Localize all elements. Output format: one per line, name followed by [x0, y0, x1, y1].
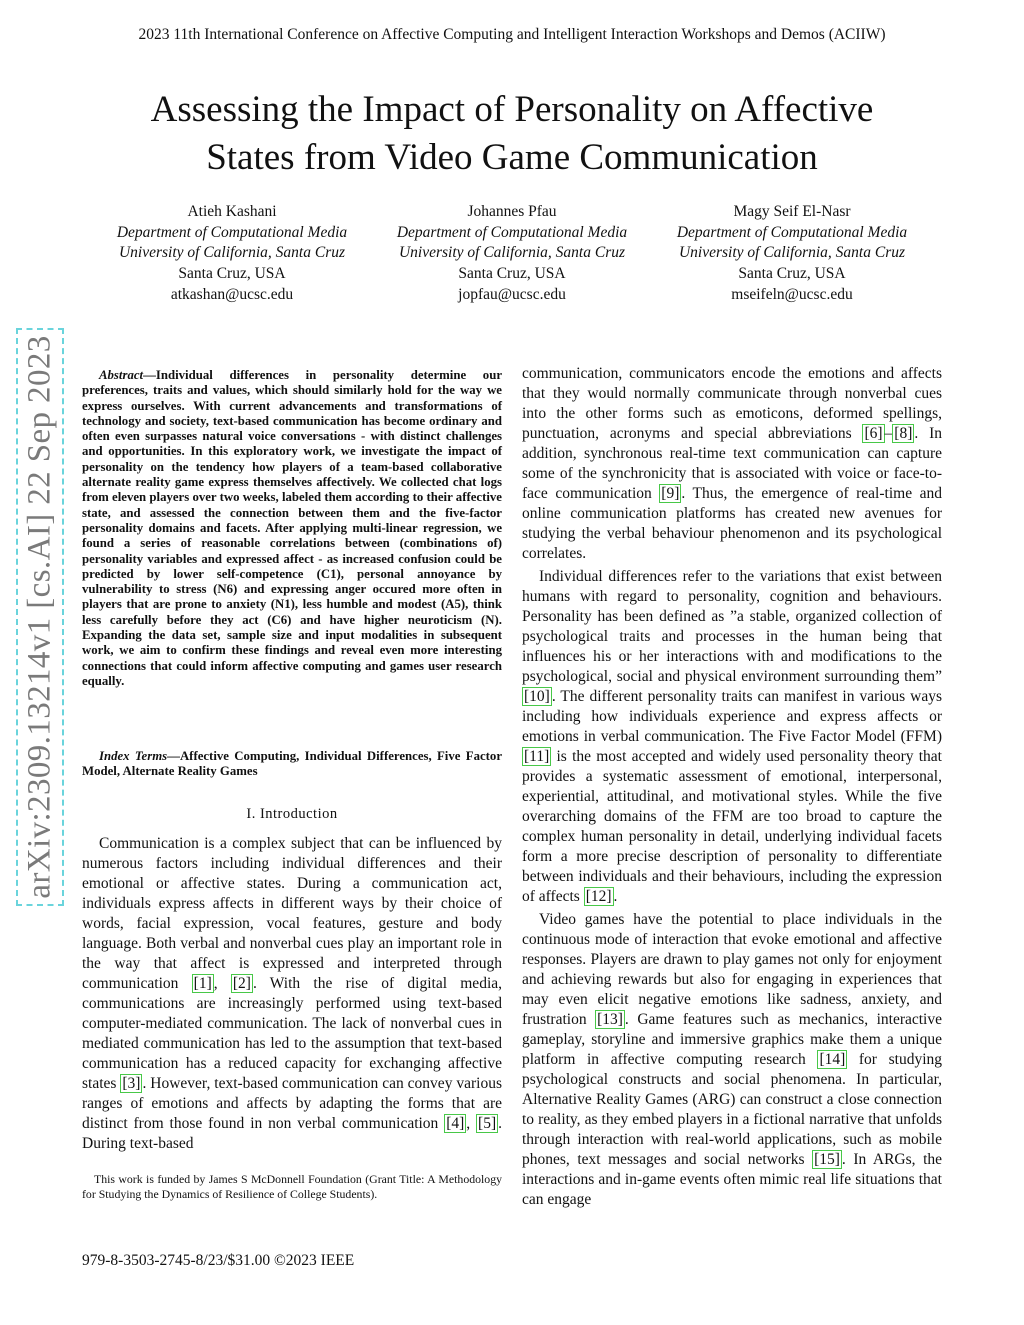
author-block-2 — [372, 202, 652, 306]
text-run: . The different personality traits can manifest in various ways including how individuals experience and express affects or emotions in verbal communication. The Five Factor Model (FFM) — [522, 688, 942, 745]
author-city: Santa Cruz, USA — [738, 265, 846, 283]
citation-link[interactable]: [6] — [864, 425, 883, 442]
text-run: . In ARGs, the interactions and in-game events often mimic real life situations that can engage — [522, 1151, 943, 1208]
paper-title — [60, 86, 964, 182]
copyright-footer: 979-8-3503-2745-8/23/$31.00 ©2023 IEEE — [82, 1252, 355, 1269]
author-name: Johannes Pfau — [467, 203, 557, 220]
intro-left-column — [82, 834, 502, 1154]
author-city: Santa Cruz, USA — [178, 265, 286, 283]
author-block-1 — [92, 202, 372, 306]
citation-link[interactable]: [14] — [819, 1051, 846, 1068]
citation-link[interactable]: [9] — [661, 485, 680, 502]
abstract-label: Abstract — [99, 368, 144, 382]
author-university: University of California, Santa Cruz — [118, 244, 346, 262]
author-university: University of California, Santa Cruz — [678, 244, 906, 262]
author-department: Department of Computational Media — [116, 223, 348, 241]
abstract-text: —Individual differences in personality determine our preferences, traits and values, which should similarly hold for the way we express ourselves. With current advancements and transformations of technology and society, text-based communication has become ordinary and often even surpasses natural voice conversations - with distinct challenges and opportunities. In this exploratory work, we investigate the impact of personality on the tendency how players of a team-based collaborative alternate reality game express themselves affectively. We collected chat logs from eleven players over two weeks, labeled them according to their affective state, and assessed the connection between them and the five-factor personality domains and facets. After applying multi-linear regression, we found a series of reasonable correlations between (combinations of) personality variables and expressed affect - as increased confusion could be predicted by lower self-competence (C1), personal annoyance by vulnerability to stress (N6) and expressing anger occured more often in players that are prone to anxiety (N1), less humble and modest (A5), think less carefully before they act (C6) and have higher neuroticism (N). Expanding the data set, sample size and input modalities in subsequent work, we aim to confirm these findings and reveal even more interesting connections that could inform affective computing and games user research equally. — [82, 368, 502, 688]
intro-right-column — [522, 364, 942, 1210]
author-email: atkashan@ucsc.edu — [170, 285, 294, 303]
citation-link[interactable]: [10] — [524, 688, 550, 705]
text-run: , — [466, 1115, 477, 1132]
title-line-1: Assessing the Impact of Personality on Affective — [150, 89, 874, 130]
index-terms-label: Index Terms — [99, 749, 168, 763]
text-run: . However, text-based communication can convey various ranges of emotions and affects by adapting the forms that are distinct from those found in non verbal communication — [82, 1075, 503, 1132]
text-run: . Game features such as mechanics, interactive gameplay, storyline and immersive graphics make them a unique platform in affective computing research — [522, 1011, 942, 1068]
text-run: communication, communicators encode the emotions and affects that they would normally communicate through nonverbal cues into the other forms such as emoticons, deformed spellings, punctuation, acronyms and special abbreviations — [522, 365, 942, 442]
citation-link[interactable]: [3] — [122, 1075, 141, 1092]
text-run: is the most accepted and widely used personality theory that provides a systematic assessment of emotional, interpersonal, experiential, attitudinal, and motivational styles. While the five overarching domains of the FFM are too broad to capture the complex human personality in detail, underlying individual facets form a more precise description of personality to differentiate between individuals and their behaviours, including the expression of affects — [522, 748, 942, 905]
author-city: Santa Cruz, USA — [458, 265, 566, 283]
text-run: . During text-based — [82, 1115, 502, 1152]
index-terms-text: —Affective Computing, Individual Differences, Five Factor Model, Alternate Reality Games — [82, 749, 502, 779]
citation-link[interactable]: [13] — [597, 1011, 623, 1028]
intro-paragraph — [522, 567, 942, 907]
intro-paragraph — [82, 834, 502, 1154]
index-terms — [82, 749, 502, 780]
section-heading: I. Introduction — [246, 806, 338, 822]
text-run: Video games have the potential to place individuals in the continuous mode of interaction that evoke emotional and affective responses. Players are drawn to play games not only for enjoyment and achieving rewards but also for engaging in experiences that may even elicit negative emotions like sadness, anxiety, and frustration — [522, 911, 942, 1028]
author-department: Department of Computational Media — [676, 223, 908, 241]
conference-header: 2023 11th International Conference on Affective Computing and Intelligent Interaction Workshops and Demos (ACIIW) — [138, 26, 886, 43]
text-run: Communication is a complex subject that can be influenced by numerous factors including individual differences and their emotional or affective states. During a communication act, individuals express affects in different ways by their choice of words, facial expression, vocal features, gesture and body language. Both verbal and nonverbal cues play an important role in the way that affect is expressed and interpreted through communication — [82, 835, 502, 992]
text-run: . With the rise of digital media, communications are increasingly performed using text-based computer-mediated communication. The lack of nonverbal cues in mediated communication has led to the assumption that text-based communication has a reduced capacity for exchanging affective states — [82, 975, 502, 1092]
arxiv-identifier[interactable]: arXiv:2309.13214v1 [cs.AI] 22 Sep 2023 — [21, 335, 58, 899]
citation-link[interactable]: [8] — [894, 425, 913, 442]
author-block-3 — [652, 202, 932, 306]
citation-link[interactable]: [4] — [446, 1115, 465, 1132]
author-email: mseifeln@ucsc.edu — [731, 285, 853, 303]
author-university: University of California, Santa Cruz — [398, 244, 626, 262]
abstract — [82, 368, 502, 689]
citation-link[interactable]: [11] — [524, 748, 550, 765]
author-name: Atieh Kashani — [187, 203, 277, 220]
title-line-2: States from Video Game Communication — [206, 137, 818, 178]
text-run: . — [613, 888, 618, 905]
author-email: jopfau@ucsc.edu — [458, 285, 566, 303]
text-run: . Thus, the emergence of real-time and online communication platforms has created new avenues for studying the verbal behaviour phenomenon and its psychological correlates. — [522, 485, 942, 562]
funding-footnote: This work is funded by James S McDonnell Foundation (Grant Title: A Methodology for Studying the Dynamics of Resilience of College Students). — [82, 1172, 502, 1201]
text-run: for studying psychological constructs and social phenomena. In particular, Alternative Reality Games (ARG) can construct a close connection to reality, as they embed players in a fictional narrative that unfolds through interaction with real-world applications, such as mobile phones, text messages and social networks — [522, 1051, 942, 1168]
citation-link[interactable]: [15] — [814, 1151, 840, 1168]
text-run: Individual differences refer to the variations that exist between humans with regard to personality, cognition and behaviours. Personality has been defined as ”a stable, organized collection of psychological traits and processes in the human being that influences his or her interactions with and modifications to the psychological, social and physical environment surrounding them” — [522, 568, 942, 685]
text-run: , — [213, 975, 231, 992]
citation-link[interactable]: [1] — [193, 975, 212, 992]
citation-link[interactable]: [5] — [478, 1115, 497, 1132]
intro-paragraph — [522, 910, 942, 1210]
text-run: . In addition, synchronous real-time text communication can capture some of the synchronicity that is associated with voice or face-to-face communication — [522, 425, 942, 502]
text-run: – — [884, 425, 893, 442]
citation-link[interactable]: [2] — [232, 975, 251, 992]
citation-link[interactable]: [12] — [585, 888, 612, 905]
author-name: Magy Seif El-Nasr — [733, 203, 851, 220]
intro-paragraph — [522, 364, 942, 564]
author-department: Department of Computational Media — [396, 223, 628, 241]
